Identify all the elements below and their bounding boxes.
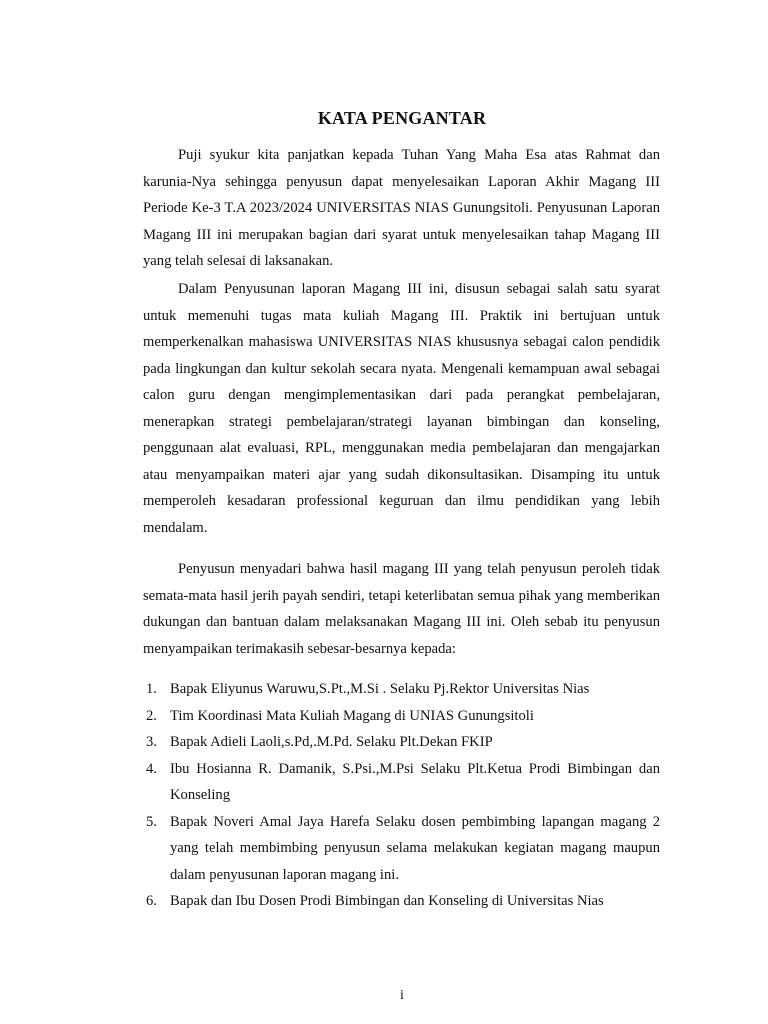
list-item (143, 729, 660, 756)
list-item-number: 6. (146, 893, 157, 909)
paragraph-text: Penyusun menyadari bahwa hasil magang III yang telah penyusun peroleh tidak semata-mata hasil jerih payah sendiri, tetapi keterlibatan semua pihak yang memberikan dukungan dan bantuan dalam melaksanakan Magang III ini. Oleh sebab itu penyusun menyampaikan terimakasih sebesar-besarnya kepada: (143, 561, 660, 657)
paragraph-3 (143, 556, 660, 662)
list-item-number: 1. (146, 681, 157, 697)
list-item-text: Bapak dan Ibu Dosen Prodi Bimbingan dan Konseling di Universitas Nias (170, 893, 604, 909)
paragraph-1 (143, 142, 660, 275)
page-title: KATA PENGANTAR (317, 108, 487, 128)
list-item (143, 703, 660, 730)
list-item-number: 2. (146, 707, 157, 724)
list-item (143, 809, 660, 889)
list-item (143, 676, 660, 703)
list-item-text: Bapak Adieli Laoli,s.Pd,.M.Pd. Selaku Plt.Dekan FKIP (170, 734, 493, 750)
list-item-text: Tim Koordinasi Mata Kuliah Magang di UNIAS Gunungsitoli (170, 707, 534, 724)
list-item-number: 5. (146, 813, 157, 830)
list-item-number: 4. (146, 760, 157, 777)
list-item-text: Bapak Eliyunus Waruwu,S.Pt.,M.Si . Selaku Pj.Rektor Universitas Nias (170, 681, 590, 697)
list-item-text: Ibu Hosianna R. Damanik, S.Psi.,M.Psi Selaku Plt.Ketua Prodi Bimbingan dan Konseling (170, 760, 660, 803)
list-item (143, 888, 660, 915)
list-item-text: Bapak Noveri Amal Jaya Harefa Selaku dosen pembimbing lapangan magang 2 yang telah membimbing penyusun selama melakukan kegiatan magang maupun dalam penyusunan laporan magang ini. (170, 813, 660, 883)
paragraph-2 (143, 276, 660, 541)
list-item (143, 756, 660, 809)
list-item-number: 3. (146, 734, 157, 750)
page-number: i (400, 988, 404, 1003)
acknowledgement-list (143, 676, 660, 915)
paragraph-text: Dalam Penyusunan laporan Magang III ini, disusun sebagai salah satu syarat untuk memenuhi tugas mata kuliah Magang III. Praktik ini bertujuan untuk memperkenalkan mahasiswa UNIVERSITAS NIAS khususnya sebagai calon pendidik pada lingkungan dan kultur sekolah secara nyata. Mengenali kemampuan awal sebagai calon guru dengan mengimplementasikan dari pada perangkat pembelajaran, menerapkan strategi pembelajaran/strategi layanan bimbingan dan konseling, penggunaan alat evaluasi, RPL, menggunakan media pembelajaran dan mengajarkan atau menyampaikan materi ajar yang sudah dikonsultasikan. Disamping itu untuk memperoleh kesadaran professional keguruan dan ilmu pendidikan yang lebih mendalam. (143, 281, 660, 536)
paragraph-text: Puji syukur kita panjatkan kepada Tuhan Yang Maha Esa atas Rahmat dan karunia-Nya sehingga penyusun dapat menyelesaikan Laporan Akhir Magang III Periode Ke-3 T.A 2023/2024 UNIVERSITAS NIAS Gunungsitoli. Penyusunan Laporan Magang III ini merupakan bagian dari syarat untuk menyelesaikan tahap Magang III yang telah selesai di laksanakan. (143, 147, 660, 269)
